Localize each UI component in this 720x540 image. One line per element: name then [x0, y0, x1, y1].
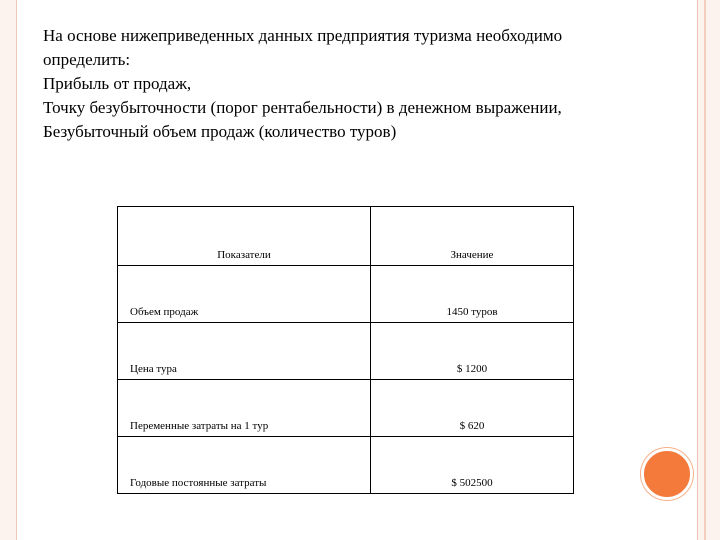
- table-row: [118, 380, 574, 437]
- intro-line: определить:: [43, 50, 131, 69]
- intro-line: Точку безубыточности (порог рентабельности) в денежном выражении,: [43, 98, 562, 117]
- decorative-circle: [641, 448, 693, 500]
- slide: [16, 0, 698, 540]
- row-value: 1450 туров: [371, 266, 574, 323]
- intro-line: Прибыль от продаж,: [43, 74, 192, 93]
- intro-line: На основе нижеприведенных данных предприятия туризма необходимо: [43, 26, 563, 45]
- row-value: $ 502500: [371, 437, 574, 494]
- indicators-table: [117, 206, 574, 494]
- row-value: $ 1200: [371, 323, 574, 380]
- frame-accent-line: [704, 0, 706, 540]
- row-name: Объем продаж: [118, 266, 371, 323]
- table-row: [118, 437, 574, 494]
- intro-line: Безубыточный объем продаж (количество туров): [43, 122, 397, 141]
- table-row: [118, 266, 574, 323]
- row-name: Переменные затраты на 1 тур: [118, 380, 371, 437]
- row-name: Годовые постоянные затраты: [118, 437, 371, 494]
- header-indicators: Показатели: [118, 207, 371, 266]
- table-header-row: [118, 207, 574, 266]
- table-row: [118, 323, 574, 380]
- task-description: [43, 24, 683, 144]
- header-value: Значение: [371, 207, 574, 266]
- row-name: Цена тура: [118, 323, 371, 380]
- row-value: $ 620: [371, 380, 574, 437]
